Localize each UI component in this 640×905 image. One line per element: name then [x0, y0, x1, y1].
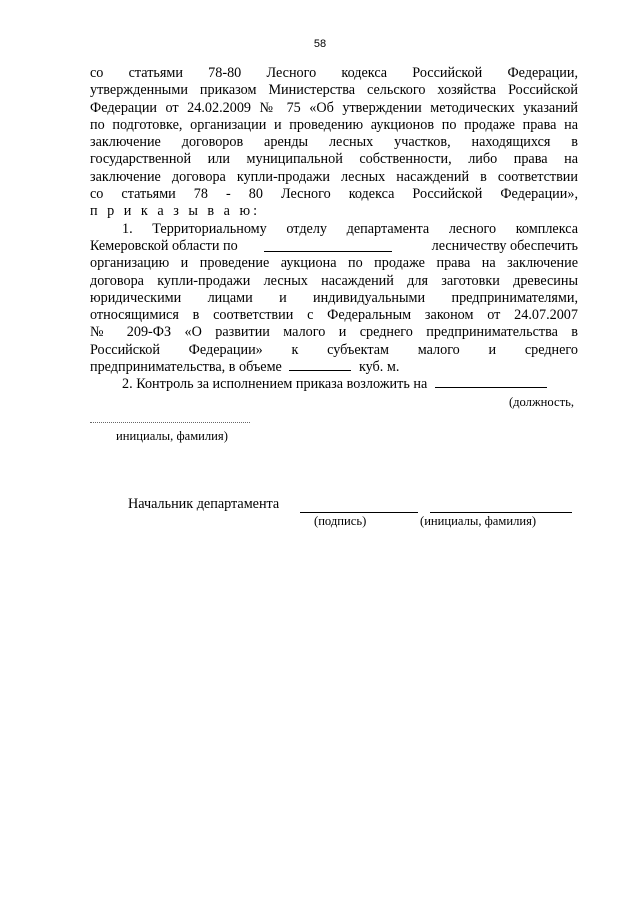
item1-line: относящимися в соответствии с Федеральным законом от 24.07.2007: [90, 307, 578, 324]
item1-line: договора купли-продажи лесных насаждений для заготовки древесины: [90, 272, 578, 289]
note-name: [90, 428, 578, 445]
item1-line: Российской Федерации» к субъектам малого и среднего: [90, 341, 578, 358]
body-line: со статьями 78 - 80 Лесного кодекса Российской Федерации»,: [90, 186, 578, 203]
item2-text: 2. Контроль за исполнением приказа возложить на: [122, 376, 428, 393]
item2-line: [90, 376, 578, 393]
body-line: государственной или муниципальной собственности, либо права на: [90, 151, 578, 168]
sign-label: (подпись): [314, 514, 367, 528]
page-number: 58: [313, 38, 327, 50]
signature-blank: [300, 511, 418, 513]
item1-line: организацию и проведение аукциона по продаже права на заключение: [90, 255, 578, 272]
item1-l9-end: куб. м.: [358, 359, 400, 376]
signature-block: [128, 496, 578, 536]
item1-l2-end: лесничеству обеспечить: [431, 237, 578, 254]
name-blank: [90, 421, 250, 423]
item1-line-2: [90, 238, 578, 255]
volume-blank: [289, 369, 351, 371]
prikazyvayu: п р и к а з ы в а ю:: [90, 203, 261, 220]
name-label: (инициалы, фамилия): [420, 514, 537, 528]
name-blank-sig: [430, 511, 572, 513]
body-line: со статьями 78-80 Лесного кодекса Российской Федерации,: [90, 65, 578, 81]
name-blank-line: [90, 411, 578, 428]
body-line: Федерации от 24.02.2009 № 75 «Об утверждении методических указаний: [90, 99, 578, 116]
item1-l2-start: Кемеровской области по: [90, 237, 238, 254]
note-name-text: инициалы, фамилия): [116, 429, 228, 444]
note-position: [90, 394, 578, 411]
forestry-blank: [264, 250, 392, 252]
item1-l9-start: предпринимательства, в объеме: [90, 359, 282, 376]
body-line: заключение договора купли-продажи лесных насаждений в соответствии: [90, 168, 578, 185]
body-line: утвержденными приказом Министерства сельского хозяйства Российской: [90, 82, 578, 99]
signature-title: Начальник департамента: [128, 496, 280, 512]
body-line: по подготовке, организации и проведению аукционов по продаже права на: [90, 116, 578, 133]
item1-line: № 209-ФЗ «О развитии малого и среднего предпринимательства в: [90, 324, 578, 341]
document-body: [90, 65, 578, 446]
responsible-blank: [435, 386, 547, 388]
item1-line-9: [90, 359, 578, 376]
note-position-text: (должность,: [508, 394, 574, 409]
body-line: заключение договоров аренды лесных участков, находящихся в: [90, 134, 578, 151]
item1-line: 1. Территориальному отделу департамента лесного комплекса: [122, 220, 578, 237]
item1-line: юридическими лицами и индивидуальными предпринимателями,: [90, 289, 578, 306]
